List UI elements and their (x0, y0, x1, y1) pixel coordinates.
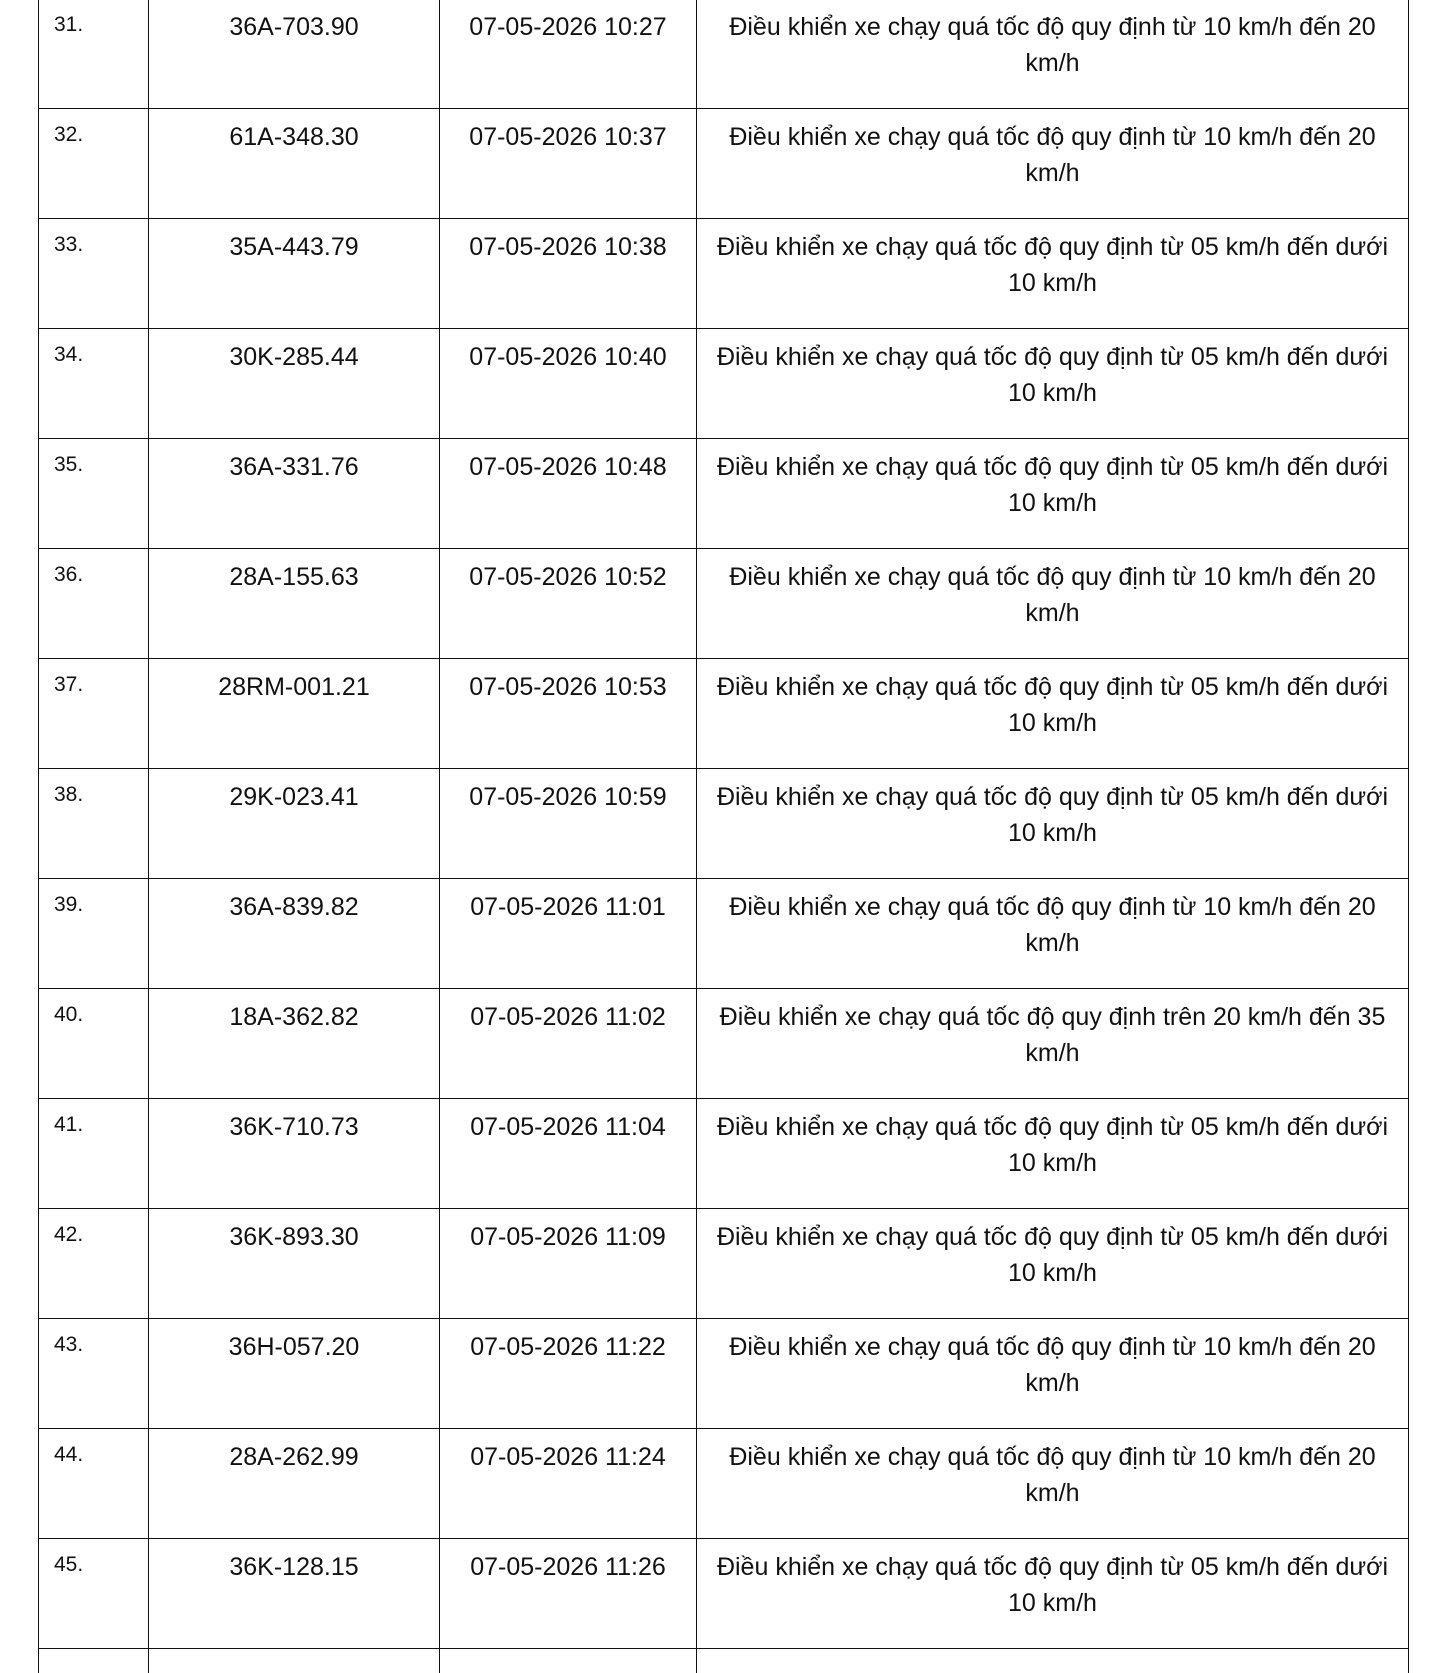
row-index: 36. (54, 563, 84, 586)
row-index: 34. (54, 343, 84, 366)
violation-description-cell (697, 1319, 1409, 1429)
license-plate: 29K-023.41 (229, 783, 359, 811)
violation-description-cell (697, 219, 1409, 329)
violation-description-cell (697, 1429, 1409, 1539)
license-plate-cell (149, 1099, 440, 1209)
violation-description-cell (697, 659, 1409, 769)
violation-description: Điều khiển xe chạy quá tốc độ quy định từ 10 km/h đến 20 km/h (729, 563, 1376, 627)
license-plate-cell (149, 1319, 440, 1429)
violation-time-cell (440, 1099, 697, 1209)
license-plate: 28A-155.63 (229, 563, 359, 591)
table-body (39, 0, 1409, 1673)
violations-table-container (38, 0, 1408, 1673)
row-index-cell (39, 1429, 149, 1539)
violation-time-cell (440, 109, 697, 219)
violation-description: Điều khiển xe chạy quá tốc độ quy định từ 05 km/h đến dưới 10 km/h (716, 1113, 1389, 1177)
license-plate: 36A-839.82 (229, 893, 359, 921)
violation-time-cell (440, 879, 697, 989)
violation-description: Điều khiển xe chạy quá tốc độ quy định từ 10 km/h đến 20 km/h (729, 13, 1376, 77)
violation-time: 07-05-2026 10:48 (469, 453, 667, 481)
violation-time: 07-05-2026 10:53 (469, 673, 667, 701)
license-plate-cell (149, 989, 440, 1099)
violation-description-cell (697, 769, 1409, 879)
table-row (39, 989, 1409, 1099)
violation-description-cell (697, 109, 1409, 219)
violation-time: 07-05-2026 10:27 (469, 13, 667, 41)
license-plate-cell (149, 879, 440, 989)
row-index-cell (39, 1649, 149, 1673)
table-row (39, 329, 1409, 439)
row-index-cell (39, 109, 149, 219)
license-plate: 36A-331.76 (229, 453, 359, 481)
row-index: 42. (54, 1223, 84, 1246)
violation-description-cell (697, 329, 1409, 439)
table-row (39, 549, 1409, 659)
row-index: 37. (54, 673, 84, 696)
violation-time-cell (440, 1429, 697, 1539)
row-index-cell (39, 329, 149, 439)
violation-time: 07-05-2026 11:22 (470, 1333, 666, 1361)
violation-time: 07-05-2026 10:38 (469, 233, 667, 261)
violation-time-cell (440, 0, 697, 109)
table-row (39, 769, 1409, 879)
violation-description-cell (697, 1649, 1409, 1673)
row-index: 44. (54, 1443, 84, 1466)
license-plate: 30K-285.44 (229, 343, 359, 371)
row-index-cell (39, 219, 149, 329)
license-plate: 36H-057.20 (228, 1333, 360, 1361)
row-index: 32. (54, 123, 84, 146)
license-plate-cell (149, 659, 440, 769)
violation-description-cell (697, 989, 1409, 1099)
row-index: 45. (54, 1553, 84, 1576)
violation-description: Điều khiển xe chạy quá tốc độ quy định trên 20 km/h đến 35 km/h (719, 1003, 1386, 1067)
violation-time-cell (440, 1209, 697, 1319)
violation-description-cell (697, 1099, 1409, 1209)
license-plate-cell (149, 1209, 440, 1319)
violation-description-cell (697, 549, 1409, 659)
row-index-cell (39, 439, 149, 549)
license-plate-cell (149, 769, 440, 879)
violation-description: Điều khiển xe chạy quá tốc độ quy định từ 05 km/h đến dưới 10 km/h (716, 453, 1389, 517)
violation-time: 07-05-2026 11:04 (470, 1113, 666, 1141)
violation-time: 07-05-2026 10:40 (469, 343, 667, 371)
violation-description: Điều khiển xe chạy quá tốc độ quy định từ 10 km/h đến 20 km/h (729, 123, 1376, 187)
violation-description: Điều khiển xe chạy quá tốc độ quy định từ 05 km/h đến dưới 10 km/h (716, 1223, 1389, 1287)
violation-description: Điều khiển xe chạy quá tốc độ quy định từ 10 km/h đến 20 km/h (729, 893, 1376, 957)
violation-time-cell (440, 219, 697, 329)
license-plate-cell (149, 1649, 440, 1673)
violation-time: 07-05-2026 10:52 (469, 563, 667, 591)
violation-time: 07-05-2026 11:01 (470, 893, 666, 921)
violation-time: 07-05-2026 10:59 (469, 783, 667, 811)
violations-table (38, 0, 1409, 1673)
license-plate: 36K-128.15 (229, 1553, 359, 1581)
row-index-cell (39, 1319, 149, 1429)
table-row (39, 1209, 1409, 1319)
violation-description: Điều khiển xe chạy quá tốc độ quy định từ 05 km/h đến dưới 10 km/h (716, 1553, 1389, 1617)
row-index: 40. (54, 1003, 84, 1026)
row-index-cell (39, 769, 149, 879)
violation-time: 07-05-2026 11:02 (470, 1003, 666, 1031)
table-row (39, 1319, 1409, 1429)
violation-description-cell (697, 1539, 1409, 1649)
license-plate: 35A-443.79 (229, 233, 359, 261)
license-plate: 28RM-001.21 (218, 673, 370, 701)
violation-description-cell (697, 879, 1409, 989)
violation-time-cell (440, 769, 697, 879)
violation-description: Điều khiển xe chạy quá tốc độ quy định từ 05 km/h đến dưới 10 km/h (716, 343, 1389, 407)
row-index-cell (39, 989, 149, 1099)
violation-time: 07-05-2026 10:37 (469, 123, 667, 151)
violation-time-cell (440, 1319, 697, 1429)
row-index: 43. (54, 1333, 84, 1356)
table-row (39, 439, 1409, 549)
violation-time-cell (440, 549, 697, 659)
violation-time-cell (440, 659, 697, 769)
violation-time-cell (440, 329, 697, 439)
violation-time-cell (440, 1649, 697, 1673)
row-index-cell (39, 659, 149, 769)
violation-time-cell (440, 989, 697, 1099)
row-index: 31. (54, 13, 84, 36)
violation-description-cell (697, 439, 1409, 549)
violation-time: 07-05-2026 11:09 (470, 1223, 666, 1251)
table-row (39, 0, 1409, 109)
violation-description-cell (697, 1209, 1409, 1319)
violation-description: Điều khiển xe chạy quá tốc độ quy định từ 05 km/h đến dưới 10 km/h (716, 673, 1389, 737)
row-index: 38. (54, 783, 84, 806)
license-plate-cell (149, 1539, 440, 1649)
license-plate: 61A-348.30 (229, 123, 359, 151)
license-plate-cell (149, 329, 440, 439)
license-plate: 18A-362.82 (229, 1003, 359, 1031)
row-index-cell (39, 1209, 149, 1319)
license-plate-cell (149, 549, 440, 659)
row-index: 35. (54, 453, 84, 476)
license-plate: 36K-710.73 (229, 1113, 359, 1141)
license-plate: 28A-262.99 (229, 1443, 359, 1471)
table-row (39, 1429, 1409, 1539)
license-plate-cell (149, 219, 440, 329)
table-row (39, 109, 1409, 219)
violation-description: Điều khiển xe chạy quá tốc độ quy định từ 10 km/h đến 20 km/h (729, 1333, 1376, 1397)
row-index-cell (39, 1099, 149, 1209)
table-row (39, 879, 1409, 989)
row-index: 39. (54, 893, 84, 916)
row-index-cell (39, 0, 149, 109)
row-index: 33. (54, 233, 84, 256)
license-plate-cell (149, 0, 440, 109)
violation-description-cell (697, 0, 1409, 109)
license-plate-cell (149, 109, 440, 219)
table-row (39, 1099, 1409, 1209)
violation-time-cell (440, 439, 697, 549)
row-index: 41. (54, 1113, 84, 1136)
row-index-cell (39, 879, 149, 989)
license-plate-cell (149, 439, 440, 549)
table-row (39, 659, 1409, 769)
table-row (39, 1539, 1409, 1649)
violation-description: Điều khiển xe chạy quá tốc độ quy định từ 05 km/h đến dưới 10 km/h (716, 233, 1389, 297)
violation-time: 07-05-2026 11:24 (470, 1443, 666, 1471)
violation-time: 07-05-2026 11:26 (470, 1553, 666, 1581)
license-plate: 36K-893.30 (229, 1223, 359, 1251)
license-plate-cell (149, 1429, 440, 1539)
table-row (39, 219, 1409, 329)
license-plate: 36A-703.90 (229, 13, 359, 41)
violation-time-cell (440, 1539, 697, 1649)
row-index-cell (39, 1539, 149, 1649)
row-index-cell (39, 549, 149, 659)
table-row-partial (39, 1649, 1409, 1673)
violation-description: Điều khiển xe chạy quá tốc độ quy định từ 05 km/h đến dưới 10 km/h (716, 783, 1389, 847)
violation-description: Điều khiển xe chạy quá tốc độ quy định từ 10 km/h đến 20 km/h (729, 1443, 1376, 1507)
